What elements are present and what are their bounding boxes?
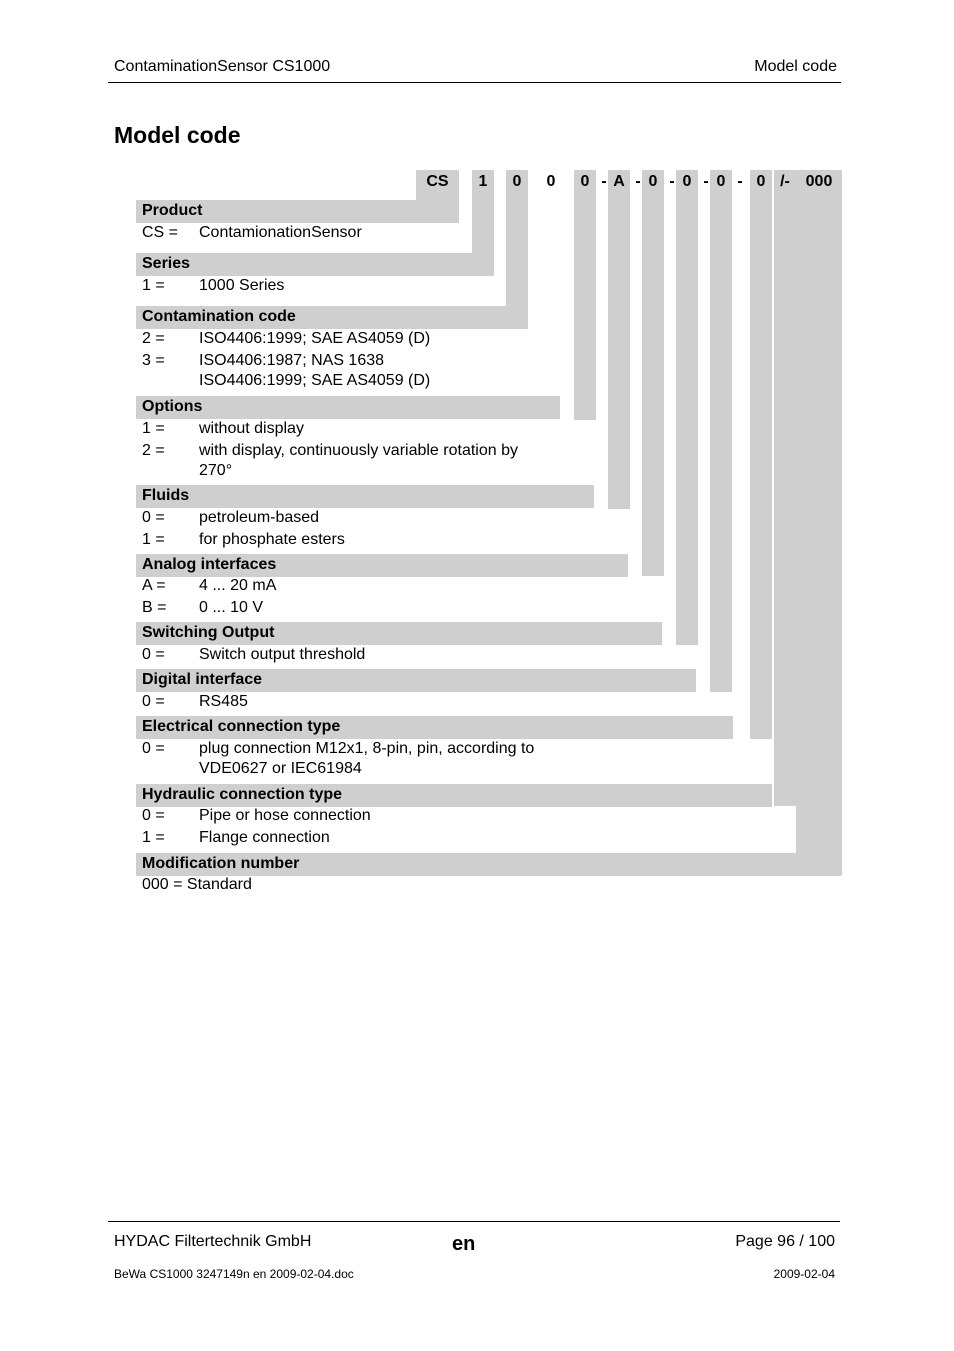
code-character: 0 xyxy=(756,173,766,190)
section-header xyxy=(136,669,642,692)
option-code: 0 = xyxy=(142,646,165,663)
code-character: 0 xyxy=(682,173,692,190)
code-character: 0 xyxy=(580,173,590,190)
section-title: Series xyxy=(142,255,191,272)
option-code: 0 = xyxy=(142,807,165,824)
section-title: Product xyxy=(142,202,203,219)
option-description: for phosphate esters xyxy=(199,531,345,548)
option-code: CS = xyxy=(142,224,179,241)
section-header xyxy=(136,306,526,329)
code-character: /- xyxy=(780,173,790,190)
code-column xyxy=(608,170,630,509)
section-header xyxy=(136,200,458,223)
section-header-extension xyxy=(642,784,772,807)
header-document-title: ContaminationSensor CS1000 xyxy=(114,58,331,75)
option-description: ISO4406:1999; SAE AS4059 (D) xyxy=(199,372,431,389)
page-title: Model code xyxy=(114,122,241,148)
section-header-extension xyxy=(642,669,696,692)
option-description: RS485 xyxy=(199,693,248,710)
option-code: 0 = xyxy=(142,509,165,526)
option-description: ISO4406:1999; SAE AS4059 (D) xyxy=(199,330,431,347)
option-description: 1000 Series xyxy=(199,277,285,294)
code-character: CS xyxy=(426,173,449,190)
section-header xyxy=(136,853,642,876)
section-title: Analog interfaces xyxy=(142,556,277,573)
code-character: 0 xyxy=(546,173,556,190)
option-description: 4 ... 20 mA xyxy=(199,577,277,594)
code-column xyxy=(642,170,664,576)
code-column xyxy=(796,170,842,875)
section-body xyxy=(108,508,608,554)
code-character: - xyxy=(601,173,607,190)
option-code: 000 = Standard xyxy=(142,876,252,893)
code-column xyxy=(676,170,698,645)
section-header xyxy=(136,716,642,739)
section-header-extension xyxy=(642,716,733,739)
section-header xyxy=(136,396,560,419)
option-code: 3 = xyxy=(142,352,165,369)
code-column xyxy=(774,170,796,806)
option-description: 0 ... 10 V xyxy=(199,599,264,616)
code-character: 0 xyxy=(512,173,522,190)
footer-page-number: Page 96 / 100 xyxy=(735,1233,835,1250)
code-column xyxy=(574,170,596,420)
footer-rule xyxy=(108,1221,840,1222)
section-header xyxy=(136,554,628,577)
option-description: ContamionationSensor xyxy=(199,224,362,241)
section-title: Digital interface xyxy=(142,671,263,688)
footer-document-file: BeWa CS1000 3247149n en 2009-02-04.doc xyxy=(114,1267,354,1281)
section-body xyxy=(108,645,656,669)
option-code: 1 = xyxy=(142,277,165,294)
code-character: - xyxy=(737,173,743,190)
option-code: 0 = xyxy=(142,740,165,757)
option-code: A = xyxy=(142,577,166,594)
section-title: Modification number xyxy=(142,855,300,872)
code-column xyxy=(710,170,732,692)
code-character: 1 xyxy=(478,173,488,190)
option-description: without display xyxy=(199,420,304,437)
option-code: B = xyxy=(142,599,167,616)
section-header xyxy=(136,622,642,645)
code-character: 0 xyxy=(648,173,658,190)
code-character: 000 xyxy=(805,173,833,190)
option-description: plug connection M12x1, 8-pin, pin, according to xyxy=(199,740,535,757)
option-description: Flange connection xyxy=(199,829,330,846)
option-description: Pipe or hose connection xyxy=(199,807,371,824)
code-character: - xyxy=(669,173,675,190)
section-title: Options xyxy=(142,398,203,415)
footer-language: en xyxy=(452,1233,476,1255)
section-body xyxy=(108,577,642,622)
option-code: 0 = xyxy=(142,693,165,710)
section-header xyxy=(136,253,492,276)
code-character: - xyxy=(635,173,641,190)
code-character: - xyxy=(703,173,709,190)
option-description: with display, continuously variable rotation by xyxy=(199,442,518,459)
section-title: Contamination code xyxy=(142,308,296,325)
section-header xyxy=(136,485,594,508)
option-code: 2 = xyxy=(142,442,165,459)
section-body xyxy=(108,276,506,306)
section-header-extension xyxy=(642,622,662,645)
option-description: ISO4406:1987; NAS 1638 xyxy=(199,352,385,369)
section-title: Electrical connection type xyxy=(142,718,341,735)
section-body xyxy=(108,807,656,853)
section-title: Hydraulic connection type xyxy=(142,786,343,803)
footer-company: HYDAC Filtertechnik GmbH xyxy=(114,1233,312,1250)
option-description: 270° xyxy=(199,462,233,479)
section-header xyxy=(136,784,642,807)
option-description: VDE0627 or IEC61984 xyxy=(199,760,362,777)
footer-date: 2009-02-04 xyxy=(773,1267,835,1281)
code-character: 0 xyxy=(716,173,726,190)
option-code: 1 = xyxy=(142,829,165,846)
option-code: 1 = xyxy=(142,420,165,437)
section-title: Fluids xyxy=(142,487,190,504)
option-code: 1 = xyxy=(142,531,165,548)
section-title: Switching Output xyxy=(142,624,275,641)
header-section-title: Model code xyxy=(754,58,837,75)
section-header-extension xyxy=(642,853,841,876)
code-column xyxy=(750,170,772,739)
section-body xyxy=(108,692,656,716)
option-code: 2 = xyxy=(142,330,165,347)
code-character: A xyxy=(613,173,625,190)
option-description: petroleum-based xyxy=(199,509,320,526)
option-description: Switch output threshold xyxy=(199,646,366,663)
